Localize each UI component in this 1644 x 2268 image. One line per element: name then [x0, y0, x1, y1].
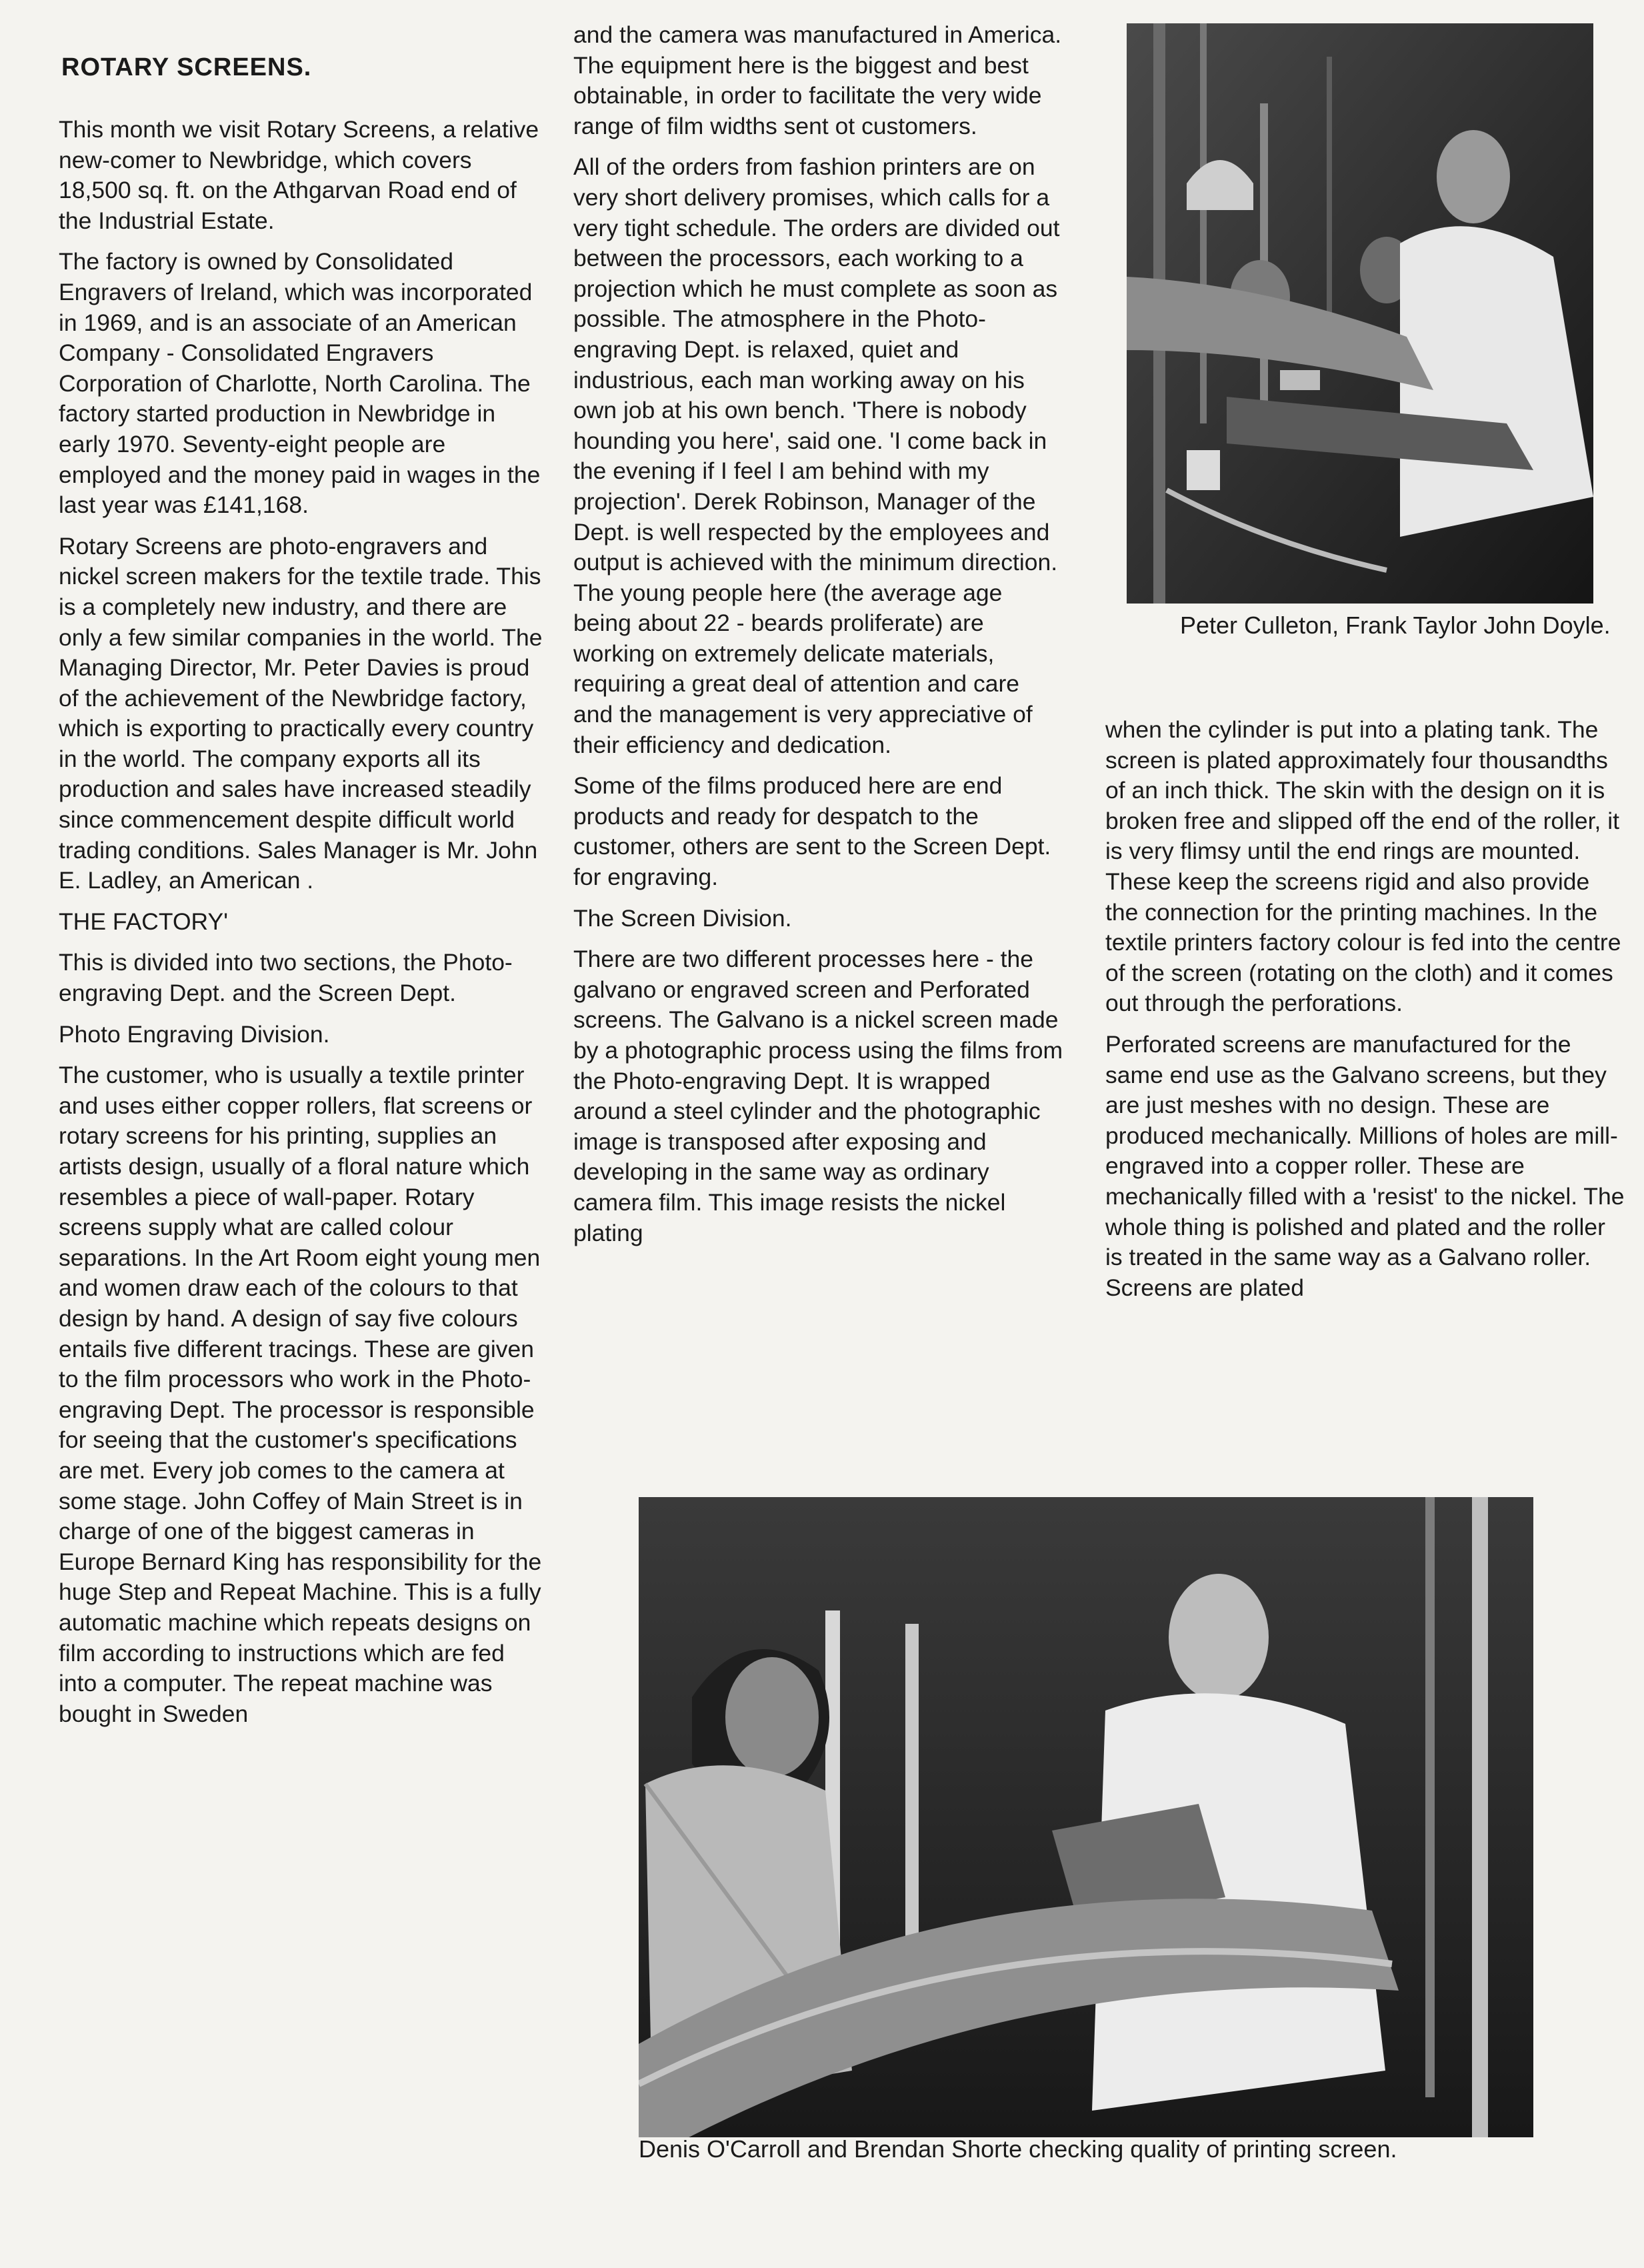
photo-caption-2: Denis O'Carroll and Brendan Shorte checking quality of printing screen. [639, 2135, 1397, 2163]
column-1 [59, 115, 549, 1740]
paragraph: This is divided into two sections, the Photo-engraving Dept. and the Screen Dept. [59, 949, 513, 1007]
column-3 [1105, 715, 1625, 1314]
paragraph: and the camera was manufactured in America. The equipment here is the biggest and best obtainable, in order to facilitate the very wide range of film widths sent ot customers. [573, 21, 1062, 139]
article-title: ROTARY SCREENS. [61, 53, 312, 81]
column-2 [573, 20, 1063, 1259]
photo-caption-1: Peter Culleton, Frank Taylor John Doyle. [1180, 612, 1611, 639]
paragraph: when the cylinder is put into a plating tank. The screen is plated approximately four thousandths of an inch thick. The skin with the design on it is broken free and slipped off the end of the roller, it is very flimsy until the end rings are mounted. These keep the screens rigid and also provide the connection for the printing machines. In the textile printers factory colour is fed into the centre of the screen (rotating on the cloth) and it comes out through the perforations. [1105, 716, 1621, 1017]
section-heading-screen-division: The Screen Division. [573, 904, 792, 932]
photo-workers-at-bench [1127, 23, 1593, 604]
paragraph: Some of the films produced here are end products and ready for despatch to the customer, others are sent to the Screen Dept. for engraving. [573, 772, 1051, 891]
paragraph: This month we visit Rotary Screens, a relative new-comer to Newbridge, which covers 18,500 sq. ft. on the Athgarvan Road end of the Industrial Estate. [59, 116, 539, 234]
paragraph: All of the orders from fashion printers are on very short delivery promises, which calls for a very tight schedule. The orders are divided out between the processors, each working to a projection which he must complete as soon as possible. The atmosphere in the Photo-engraving Dept. is relaxed, quiet and industrious, each man working away on his own job at his own bench. 'There is nobody hounding you here', said one. 'I come back in the evening if I feel I am behind with my projection'. Derek Robinson, Manager of the Dept. is well respected by the employees and output is achieved with the minimum direction. The young people here (the average age being about 22 - beards proliferate) are working on extremely delicate materials, requiring a great deal of attention and care and the management is very appreciative of their efficiency and dedication. [573, 153, 1060, 758]
paragraph: The factory is owned by Consolidated Engravers of Ireland, which was incorporated in 1969, and is an associate of an American Company - Consolidated Engravers Corporation of Charlotte, North Carolina. The factory started production in Newbridge in early 1970. Seventy-eight people are employed and the money paid in wages in the last year was £141,168. [59, 248, 541, 519]
paragraph: Rotary Screens are photo-engravers and nickel screen makers for the textile trade. This is a completely new industry, and there are only a few similar companies in the world. The Managing Director, Mr. Peter Davies is proud of the achievement of the Newbridge factory, which is exporting to practically every country in the world. The company exports all its production and sales have increased steadily since commencement despite difficult world trading conditions. Sales Manager is Mr. John E. Ladley, an American . [59, 532, 543, 894]
section-heading-photo-engraving: Photo Engraving Division. [59, 1020, 330, 1048]
section-heading-factory: THE FACTORY' [59, 908, 229, 935]
paragraph: Perforated screens are manufactured for the same end use as the Galvano screens, but they are just meshes with no design. These are produced mechanically. Millions of holes are mill-engraved into a copper roller. These are mechanically filled with a 'resist' to the nickel. The whole thing is polished and plated and the roller is treated in the same way as a Galvano roller. Screens are plated [1105, 1030, 1625, 1301]
paragraph: There are two different processes here - the galvano or engraved screen and Perforated screens. The Galvano is a nickel screen made by a photographic process using the films from the Photo-engraving Dept. It is wrapped around a steel cylinder and the photographic image is transposed after exposing and developing in the same way as ordinary camera film. This image resists the nickel plating [573, 946, 1063, 1246]
paragraph: The customer, who is usually a textile printer and uses either copper rollers, flat screens or rotary screens for his printing, supplies an artists design, usually of a floral nature which resembles a piece of wall-paper. Rotary screens supply what are called colour separations. In the Art Room eight young men and women draw each of the colours to that design by hand. A design of say five colours entails five different tracings. These are given to the film processors who work in the Photo-engraving Dept. The processor is responsible for seeing that the customer's specifications are met. Every job comes to the camera at some stage. John Coffey of Main Street is in charge of one of the biggest cameras in Europe Bernard King has responsibility for the huge Step and Repeat Machine. This is a fully automatic machine which repeats designs on film according to instructions which are fed into a computer. The repeat machine was bought in Sweden [59, 1062, 542, 1727]
photo-checking-printing-screen-image [639, 1497, 1533, 2137]
photo-checking-printing-screen [639, 1497, 1533, 2137]
photo-workers-at-bench-image [1127, 23, 1593, 604]
